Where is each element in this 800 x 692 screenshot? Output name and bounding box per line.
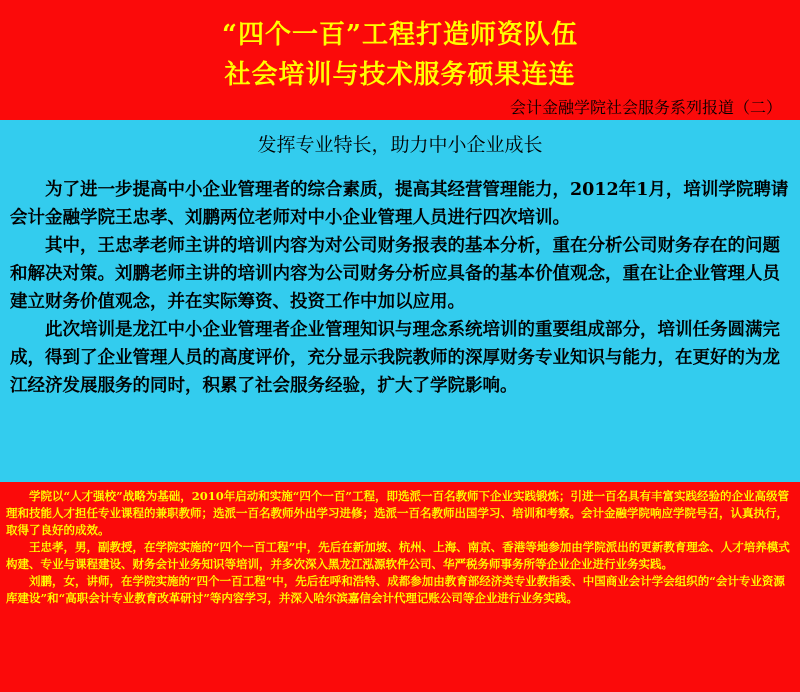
header-banner <box>0 0 800 120</box>
notes-body <box>6 488 794 607</box>
series-subtitle: 会计金融学院社会服务系列报道（二） <box>509 98 782 117</box>
article-headline: 发挥专业特长，助力中小企业成长 <box>257 134 543 156</box>
note-paragraph: 王忠孝，男，副教授，在学院实施的“四个一百工程”中，先后在新加坡、杭州、上海、南京、香港等地参加由学院派出的更新教育理念、人才培养模式构建、专业与课程建设、财务会计业务知识等培训，并多次深入黑龙江泓源软件公司、华严税务师事务所等企业企业进行业务实践。 <box>6 540 790 571</box>
article-section <box>0 120 800 482</box>
title-line-1: “四个一百”工程打造师资队伍 <box>222 20 578 50</box>
note-paragraph: 学院以“人才强校”战略为基础，2010年启动和实施“四个一百”工程，即选派一百名教师下企业实践锻炼；引进一百名具有丰富实践经验的企业高级管理和技能人才担任专业课程的兼职教师；选派一百名教师外出学习进修；选派一百名教师出国学习、培训和考察。会计金融学院响应学院号召，认真执行，取得了良好的成效。 <box>6 489 789 537</box>
article-body <box>10 176 790 400</box>
article-paragraph: 其中，王忠孝老师主讲的培训内容为对公司财务报表的基本分析，重在分析公司财务存在的问题和解决对策。刘鹏老师主讲的培训内容为公司财务分析应具备的基本价值观念，重在让企业管理人员建立财务价值观念，并在实际筹资、投资工作中加以应用。 <box>10 236 780 312</box>
note-paragraph: 刘鹏，女，讲师，在学院实施的“四个一百工程”中，先后在呼和浩特、成都参加由教育部经济类专业教指委、中国商业会计学会组织的“会计专业资源库建设”和“高职会计专业教育改革研讨”等内容学习，并深入哈尔滨嘉信会计代理记账公司等企业进行业务实践。 <box>6 574 785 605</box>
article-paragraph: 为了进一步提高中小企业管理者的综合素质，提高其经营管理能力，2012年1月，培训学院聘请会计金融学院王忠孝、刘鹏两位老师对中小企业管理人员进行四次培训。 <box>10 180 789 228</box>
title-line-2: 社会培训与技术服务硕果连连 <box>224 60 576 90</box>
notes-section <box>0 482 800 692</box>
article-paragraph: 此次培训是龙江中小企业管理者企业管理知识与理念系统培训的重要组成部分，培训任务圆满完成，得到了企业管理人员的高度评价，充分显示我院教师的深厚财务专业知识与能力，在更好的为龙江经济发展服务的同时，积累了社会服务经验，扩大了学院影响。 <box>10 320 780 396</box>
